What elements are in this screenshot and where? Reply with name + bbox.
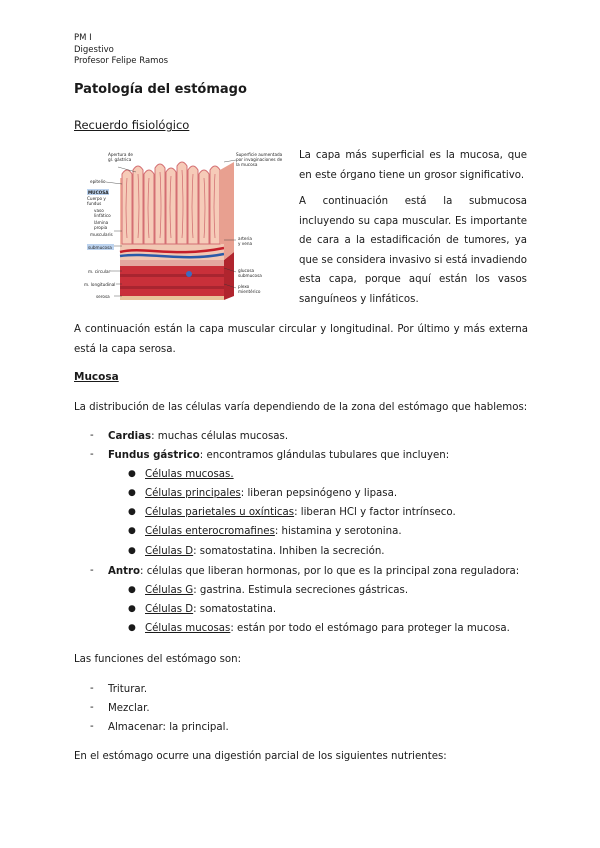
- label-linfatico: linfático: [94, 213, 111, 218]
- desc-celulas-g: : gastrina. Estimula secreciones gástricas.: [193, 585, 409, 596]
- paragraph-digestion: En el estómago ocurre una digestión parcial de los siguientes nutrientes:: [74, 751, 447, 762]
- term-fundus: Fundus gástrico: [108, 450, 200, 461]
- header-subject: Digestivo: [74, 44, 114, 55]
- list-dash: -: [90, 702, 94, 713]
- stomach-wall-illustration: [74, 148, 283, 304]
- label-mucosa: MUCOSA: [88, 190, 109, 195]
- desc-celulas-d-antro: : somatostatina.: [193, 604, 277, 615]
- list-dash: -: [90, 721, 94, 732]
- list-bullet: ●: [128, 507, 136, 517]
- label-submucosa: submucosa: [88, 245, 112, 250]
- term-celulas-parietales: Células parietales u oxínticas: [145, 507, 295, 518]
- label-vaso: vaso: [94, 208, 104, 213]
- label-vena: y vena: [238, 241, 253, 246]
- label-gastrica: gl. gástrica: [108, 157, 132, 162]
- header-professor: Profesor Felipe Ramos: [74, 56, 169, 66]
- list-item-celulas-principales: [145, 487, 397, 501]
- list-bullet: ●: [128, 469, 136, 479]
- desc-celulas-principales: : liberan pepsinógeno y lipasa.: [240, 488, 398, 499]
- label-superficie-3: la mucosa: [236, 162, 258, 167]
- list-bullet: ●: [128, 585, 136, 595]
- list-item-triturar: Triturar.: [108, 684, 148, 695]
- list-item-celulas-d-fundus: [145, 545, 385, 559]
- list-dash: -: [90, 449, 94, 460]
- list-bullet: ●: [128, 623, 136, 633]
- label-muscularis: muscularis: [90, 232, 113, 237]
- list-bullet: ●: [128, 604, 136, 614]
- list-dash: -: [90, 430, 94, 441]
- list-dash: -: [90, 565, 94, 576]
- list-bullet: ●: [128, 526, 136, 536]
- list-item-antro: [108, 565, 519, 579]
- label-arteria: arteria: [238, 236, 252, 241]
- term-celulas-d: Células D: [145, 546, 194, 557]
- paragraph-capas: A continuación están la capa muscular circular y longitudinal. Por último y más externa está la capa serosa.: [74, 324, 528, 355]
- label-lamina: lámina: [94, 220, 109, 225]
- section-heading-mucosa: Mucosa: [74, 371, 119, 383]
- document-header: [74, 33, 168, 68]
- label-propia: propia: [94, 225, 108, 230]
- section-subtitle: Recuerdo fisiológico: [74, 118, 190, 132]
- list-bullet: ●: [128, 546, 136, 556]
- term-antro: Antro: [108, 566, 141, 577]
- term-celulas-g: Células G: [145, 585, 194, 596]
- desc-celulas-mucosas-antro: : están por todo el estómago para proteger la mucosa.: [230, 623, 510, 634]
- term-celulas-d-antro: Células D: [145, 604, 194, 615]
- figure-side-text: [299, 146, 527, 316]
- label-glucosa: glucosa: [238, 268, 255, 273]
- header-course: PM I: [74, 33, 92, 43]
- label-mienterico: mientérico: [238, 289, 261, 294]
- term-celulas-mucosas-antro: Células mucosas: [145, 623, 231, 634]
- list-item-almacenar: Almacenar: la principal.: [108, 722, 229, 733]
- list-bullet: ●: [128, 488, 136, 498]
- label-m-circular: m. circular: [88, 269, 111, 274]
- term-celulas-mucosas: Células mucosas.: [145, 469, 234, 480]
- term-celulas-enterocromafines: Células enterocromafines: [145, 526, 275, 537]
- label-fundus: fundus: [87, 201, 102, 206]
- list-item-celulas-parietales: [145, 506, 456, 520]
- label-serosa: serosa: [96, 294, 110, 299]
- list-item-mezclar: Mezclar.: [108, 703, 150, 714]
- label-apertura: Apertura de: [108, 152, 133, 157]
- label-m-longitudinal: m. longitudinal: [84, 282, 116, 287]
- page-title: Patología del estómago: [74, 82, 247, 97]
- desc-celulas-enterocromafines: : histamina y serotonina.: [274, 526, 402, 537]
- list-item-celulas-mucosas-antro: [145, 622, 510, 636]
- paragraph-distribucion: La distribución de las células varía dependiendo de la zona del estómago que hablemos:: [74, 402, 528, 413]
- label-superficie-1: Superficie aumentada: [236, 152, 283, 157]
- paragraph-funciones: Las funciones del estómago son:: [74, 654, 242, 665]
- label-plexo: plexo: [238, 284, 250, 289]
- stomach-wall-figure: [74, 148, 283, 304]
- desc-antro: : células que liberan hormonas, por lo que es la principal zona reguladora:: [140, 566, 520, 577]
- paragraph-mucosa-intro: La capa más superficial es la mucosa, que en este órgano tiene un grosor significativo.: [299, 150, 527, 181]
- label-epitelio: epitelio: [90, 179, 106, 184]
- desc-celulas-d: : somatostatina. Inhiben la secreción.: [193, 546, 385, 557]
- label-superficie-2: por invaginaciones de: [236, 157, 283, 162]
- label-submucosa-right: submucosa: [238, 273, 262, 278]
- desc-cardias: : muchas células mucosas.: [151, 431, 289, 442]
- paragraph-submucosa: A continuación está la submucosa incluyendo su capa muscular. Es importante de cara a la estadificación de tumores, ya que se considera invasivo si está invadiendo esta capa, porque aquí están los vasos sanguíneos y linfáticos.: [299, 196, 527, 305]
- list-dash: -: [90, 683, 94, 694]
- list-item-cardias: [108, 430, 288, 444]
- desc-fundus: : encontramos glándulas tubulares que incluyen:: [199, 450, 450, 461]
- list-item-celulas-d-antro: [145, 603, 276, 617]
- list-item-fundus: [108, 449, 449, 463]
- list-item-celulas-g: [145, 584, 408, 598]
- list-item-celulas-mucosas: [145, 468, 234, 482]
- term-celulas-principales: Células principales: [145, 488, 241, 499]
- list-item-celulas-enterocromafines: [145, 525, 402, 539]
- label-cuerpo: Cuerpo y: [87, 196, 106, 201]
- term-cardias: Cardias: [108, 431, 152, 442]
- desc-celulas-parietales: : liberan HCl y factor intrínseco.: [294, 507, 456, 518]
